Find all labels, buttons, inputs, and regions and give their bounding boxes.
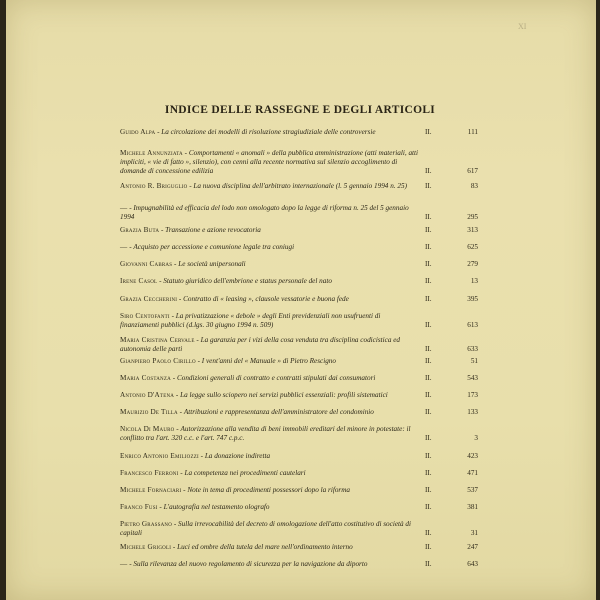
entry-author: Guido Alpa [120,128,156,136]
index-entry [120,543,520,552]
entry-title: Sulla irrevocabilità del decreto di omologazione dell'atto costitutivo di società di capitali [120,520,412,537]
entry-text [120,243,420,252]
entry-title: Acquisto per accessione e comunione legale tra coniugi [133,243,295,251]
entry-separator: - [177,295,184,303]
entry-title: Condizioni generali di contratto e contratti stipulati dai consumatori [176,374,376,382]
index-entry [120,374,520,383]
entry-separator: - [171,543,178,551]
entry-page-number: 633 [467,345,478,353]
entry-author: Antonio D'Atena [120,391,175,399]
entry-author: Maurizio De Tilla [120,408,178,416]
entry-author: Irene Casol [120,277,158,285]
entry-page-number: 643 [467,560,478,568]
entry-volume: II. [425,434,432,442]
entry-volume: II. [425,543,432,551]
entry-text [120,357,420,366]
entry-author: Grazia Ceccherini [120,295,178,303]
entry-page-number: 617 [467,167,478,175]
entry-author: Francesco Ferroni [120,469,179,477]
entry-author: Michele Annunziata [120,149,183,157]
index-entry [120,312,520,330]
entry-text [120,204,420,222]
page-title: INDICE DELLE RASSEGNE E DEGLI ARTICOLI [164,104,436,116]
entry-volume: II. [425,128,432,136]
entry-text [120,543,420,552]
entry-page-number: 31 [470,529,478,537]
entry-separator: - [127,204,134,212]
entry-page-number: 51 [470,357,478,365]
page-number: XI [518,22,527,31]
entry-text [120,336,420,354]
entry-text [120,226,420,235]
entry-volume: II. [425,277,432,285]
entry-author: Enrico Antonio Emiliozzi [120,452,199,460]
entry-separator: - [172,260,179,268]
entry-separator: - [127,560,134,568]
entry-title: La competenza nei procedimenti cautelari [184,469,306,477]
entry-separator: - [187,182,194,190]
entry-volume: II. [425,182,432,190]
entry-text [120,149,420,176]
index-entry [120,128,520,137]
entry-separator: - [177,408,184,416]
entry-author: Franco Fusi [120,503,158,511]
entry-text [120,486,420,495]
entry-separator: - [198,452,205,460]
entry-author: Grazia Buta [120,226,160,234]
entry-separator: - [181,486,188,494]
entry-volume: II. [425,452,432,460]
index-entry [120,452,520,461]
entry-text [120,452,420,461]
entry-volume: II. [425,260,432,268]
entry-page-number: 83 [470,182,478,190]
entry-separator: - [157,277,164,285]
entry-page-number: 313 [467,226,478,234]
entry-separator: - [127,243,134,251]
index-entry [120,260,520,269]
entry-author: — [120,243,128,251]
index-entry [120,391,520,400]
entry-volume: II. [425,560,432,568]
entry-page-number: 111 [467,128,478,136]
entry-title: Sulla rilevanza del nuovo regolamento di sicurezza per la navigazione da diporto [133,560,368,568]
entry-text [120,260,420,269]
entry-title: Le società unipersonali [178,260,246,268]
entry-separator: - [182,149,189,157]
entry-text [120,391,420,400]
entry-volume: II. [425,374,432,382]
entry-volume: II. [425,469,432,477]
index-entry [120,295,520,304]
entry-separator: - [155,128,162,136]
entry-volume: II. [425,226,432,234]
index-entry [120,226,520,235]
entry-author: Maria Costanza [120,374,171,382]
entry-author: Nicola Di Mauro [120,425,175,433]
index-entry [120,357,520,366]
entry-volume: II. [425,529,432,537]
entry-page-number: 279 [467,260,478,268]
index-entry [120,503,520,512]
entry-page-number: 625 [467,243,478,251]
entry-page-number: 173 [467,391,478,399]
index-entry [120,149,520,176]
entry-page-number: 3 [474,434,478,442]
entry-author: Pietro Grassano [120,520,173,528]
entry-separator: - [170,374,177,382]
index-entry [120,560,520,569]
entry-separator: - [195,357,202,365]
entry-title: La legge sullo sciopero nei servizi pubblici essenziali: profili sistematici [180,391,388,399]
entry-separator: - [172,520,179,528]
entry-separator: - [178,469,185,477]
entry-text [120,425,420,443]
entry-title: Note in tema di procedimenti possessori dopo la riforma [187,486,350,494]
entry-text [120,408,420,417]
entry-volume: II. [425,357,432,365]
entry-title: Transazione e azione revocatoria [165,226,261,234]
entry-title: Autorizzazione alla vendita di beni immobili ereditari del minore in potestate: il conflitto tra l'art. 320 c.c. e l'art. 747 c.p.c. [120,425,411,442]
index-entry [120,182,520,191]
entry-page-number: 133 [467,408,478,416]
entry-text [120,560,420,569]
entry-page-number: 381 [467,503,478,511]
entry-title: Comportamenti « anomali » della pubblica amministrazione (atti materiali, atti impliciti, « vie di fatto », silenzio), con cenni alla recente normativa sul silenzio accoglimento di domande di concessione edilizia [120,149,419,175]
index-entry [120,277,520,286]
index-entry [120,408,520,417]
entry-separator: - [157,503,164,511]
index-entry [120,425,520,443]
entry-text [120,295,420,304]
entry-separator: - [174,391,181,399]
entry-author: Michele Fornaciari [120,486,182,494]
entry-volume: II. [425,391,432,399]
entry-title: Statuto giuridico dell'embrione e status personale del nato [163,277,332,285]
entry-author: Siro Centofanti [120,312,170,320]
entry-page-number: 543 [467,374,478,382]
index-entry [120,336,520,354]
entry-title: L'autografia nel testamento olografo [163,503,270,511]
entry-volume: II. [425,321,432,329]
entry-title: I vent'anni del « Manuale » di Pietro Rescigno [201,357,336,365]
entry-text [120,469,420,478]
entry-text [120,503,420,512]
entry-title: La garanzia per i vizi della cosa venduta tra disciplina codicistica ed autonomia delle parti [120,336,401,353]
entry-text [120,520,420,538]
index-entry [120,469,520,478]
entry-volume: II. [425,345,432,353]
entry-volume: II. [425,486,432,494]
entry-author: Giovanni Cabras [120,260,173,268]
entry-title: Impugnabilità ed efficacia del lodo non omologato dopo la legge di riforma n. 25 del 5 gennaio 1994 [120,204,409,221]
entry-text [120,312,420,330]
entry-page-number: 247 [467,543,478,551]
entry-title: La nuova disciplina dell'arbitrato internazionale (l. 5 gennaio 1994 n. 25) [193,182,407,190]
entry-title: Contratto di « leasing », clausole vessatorie e buona fede [183,295,349,303]
entry-volume: II. [425,295,432,303]
entry-separator: - [169,312,176,320]
index-entry [120,520,520,538]
entry-separator: - [194,336,201,344]
entry-title: Luci ed ombre della tutela del mare nell'ordinamento interno [177,543,353,551]
entry-title: La circolazione dei modelli di risoluzione stragiudiziale delle controversie [161,128,376,136]
entry-text [120,374,420,383]
entry-author: — [120,560,128,568]
entry-page-number: 295 [467,213,478,221]
entry-page-number: 537 [467,486,478,494]
entry-volume: II. [425,503,432,511]
entry-title: La privatizzazione « debole » degli Enti previdenziali non usufruenti di finanziamenti pubblici (d.lgs. 30 giugno 1994 n. 509) [120,312,381,329]
entry-page-number: 395 [467,295,478,303]
index-entry [120,243,520,252]
entry-text [120,277,420,286]
entry-author: Gianpiero Paolo Cirillo [120,357,196,365]
entry-author: Antonio R. Briguglio [120,182,188,190]
entry-page-number: 423 [467,452,478,460]
entry-volume: II. [425,167,432,175]
entry-separator: - [174,425,181,433]
entry-volume: II. [425,243,432,251]
entry-separator: - [159,226,166,234]
entry-text [120,182,420,191]
entry-author: Michele Grigoli [120,543,172,551]
entry-author: — [120,204,128,212]
index-entry [120,204,520,222]
entry-page-number: 471 [467,469,478,477]
entry-title: Attribuzioni e rappresentanza dell'amministratore del condominio [183,408,374,416]
entry-title: La donazione indiretta [204,452,271,460]
entry-volume: II. [425,213,432,221]
entry-page-number: 13 [470,277,478,285]
index-entry [120,486,520,495]
entry-volume: II. [425,408,432,416]
entry-text [120,128,420,137]
entry-author: Maria Cristina Cervale [120,336,195,344]
entry-page-number: 613 [467,321,478,329]
